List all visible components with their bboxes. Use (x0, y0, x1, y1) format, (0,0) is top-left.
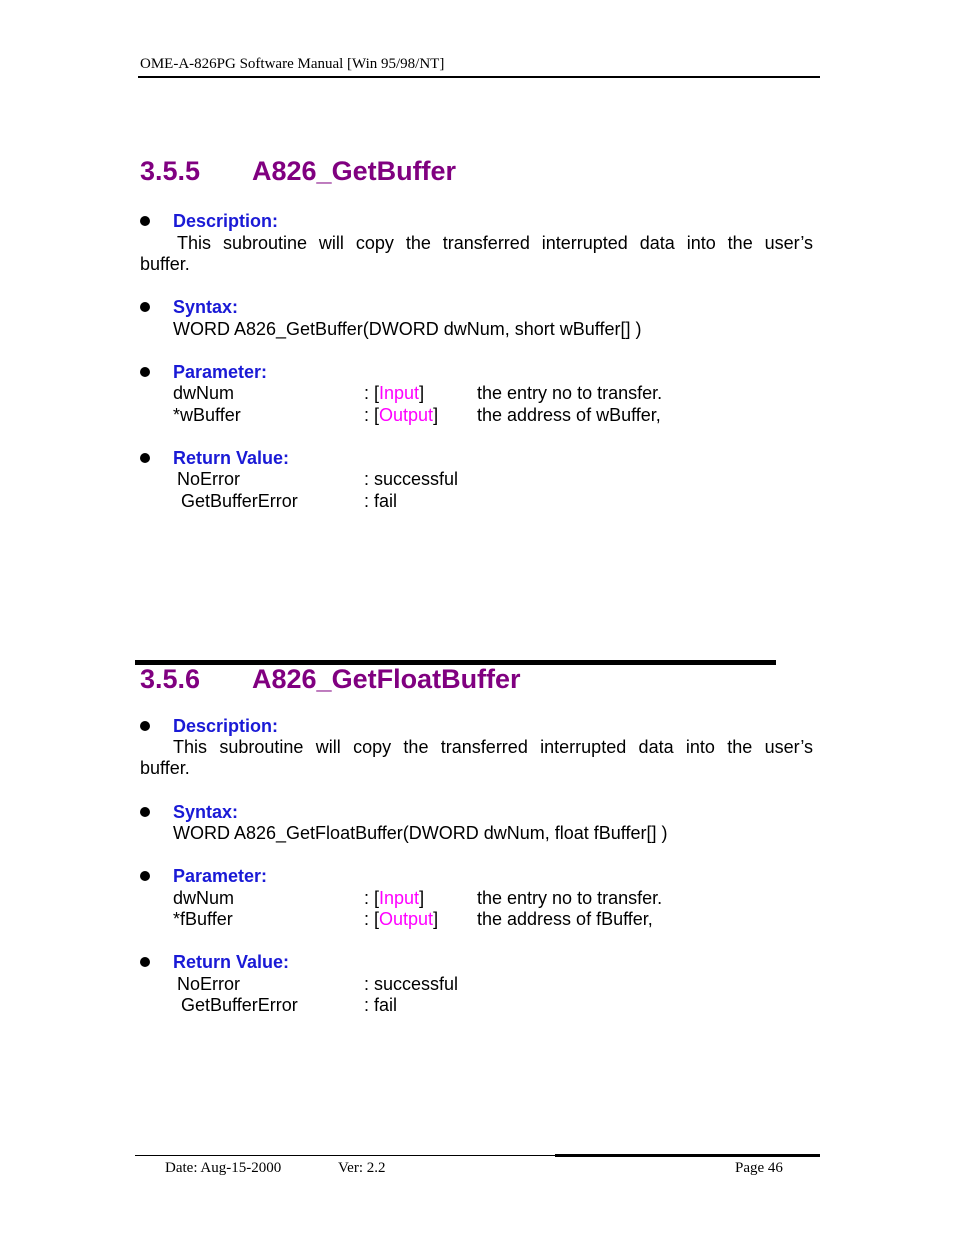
bullet-icon (140, 216, 150, 226)
parameter-label: Parameter: (173, 362, 268, 382)
return-value-label: Return Value: (173, 448, 290, 468)
description-line: buffer. (140, 758, 190, 778)
bracket-open: : [ (364, 909, 380, 929)
bullet-icon (140, 957, 150, 967)
return-description: : fail (364, 995, 398, 1015)
direction-value: Output (379, 909, 434, 929)
direction-value: Output (379, 405, 434, 425)
footer-page-number: Page 46 (735, 1160, 783, 1176)
parameter-description: the address of fBuffer, (477, 909, 653, 929)
parameter-description: the entry no to transfer. (477, 888, 663, 908)
parameter-direction (364, 909, 438, 930)
direction-value: Input (379, 888, 420, 908)
header-rule (138, 76, 820, 78)
bracket-close: ] (433, 405, 439, 425)
parameter-direction (364, 888, 424, 909)
bullet-icon (140, 721, 150, 731)
header-title: OME-A-826PG Software Manual [Win 95/98/NT] (140, 56, 445, 72)
parameter-name: *wBuffer (173, 405, 241, 425)
description-label: Description: (173, 211, 279, 231)
section-name: A826_GetFloatBuffer (252, 664, 521, 694)
syntax-text: WORD A826_GetFloatBuffer(DWORD dwNum, float fBuffer[] ) (173, 823, 668, 843)
section-name: A826_GetBuffer (252, 156, 457, 186)
section-title (140, 156, 456, 187)
parameter-description: the address of wBuffer, (477, 405, 661, 425)
parameter-label: Parameter: (173, 866, 268, 886)
parameter-name: dwNum (173, 888, 235, 908)
direction-value: Input (379, 383, 420, 403)
parameter-description: the entry no to transfer. (477, 383, 663, 403)
bullet-icon (140, 453, 150, 463)
bracket-open: : [ (364, 888, 380, 908)
syntax-label: Syntax: (173, 802, 239, 822)
return-value-label: Return Value: (173, 952, 290, 972)
bracket-close: ] (419, 888, 425, 908)
return-description: : fail (364, 491, 398, 511)
parameter-direction (364, 405, 438, 426)
bullet-icon (140, 367, 150, 377)
parameter-name: dwNum (173, 383, 235, 403)
parameter-name: *fBuffer (173, 909, 233, 929)
bracket-close: ] (419, 383, 425, 403)
bracket-open: : [ (364, 383, 380, 403)
bullet-icon (140, 807, 150, 817)
return-name: GetBufferError (181, 491, 298, 511)
return-description: : successful (364, 974, 459, 994)
footer-rule (555, 1154, 820, 1157)
section-title (140, 664, 521, 695)
description-line: buffer. (140, 254, 190, 274)
description-line: This subroutine will copy the transferred interrupted data into the user’s (173, 737, 813, 757)
description-text (140, 737, 813, 779)
bullet-icon (140, 871, 150, 881)
bracket-close: ] (433, 909, 439, 929)
footer-date: Date: Aug-15-2000 (165, 1160, 282, 1176)
description-line: This subroutine will copy the transferred interrupted data into the user’s (177, 233, 813, 253)
description-label: Description: (173, 716, 279, 736)
return-name: GetBufferError (181, 995, 298, 1015)
section-number: 3.5.6 (140, 664, 201, 694)
section-number: 3.5.5 (140, 156, 201, 186)
syntax-label: Syntax: (173, 297, 239, 317)
footer-version: Ver: 2.2 (338, 1160, 386, 1176)
syntax-text: WORD A826_GetBuffer(DWORD dwNum, short wBuffer[] ) (173, 319, 642, 339)
return-name: NoError (177, 974, 241, 994)
bullet-icon (140, 302, 150, 312)
footer-rule (135, 1155, 555, 1156)
return-name: NoError (177, 469, 241, 489)
bracket-open: : [ (364, 405, 380, 425)
parameter-direction (364, 383, 424, 404)
return-description: : successful (364, 469, 459, 489)
description-text (140, 233, 813, 275)
